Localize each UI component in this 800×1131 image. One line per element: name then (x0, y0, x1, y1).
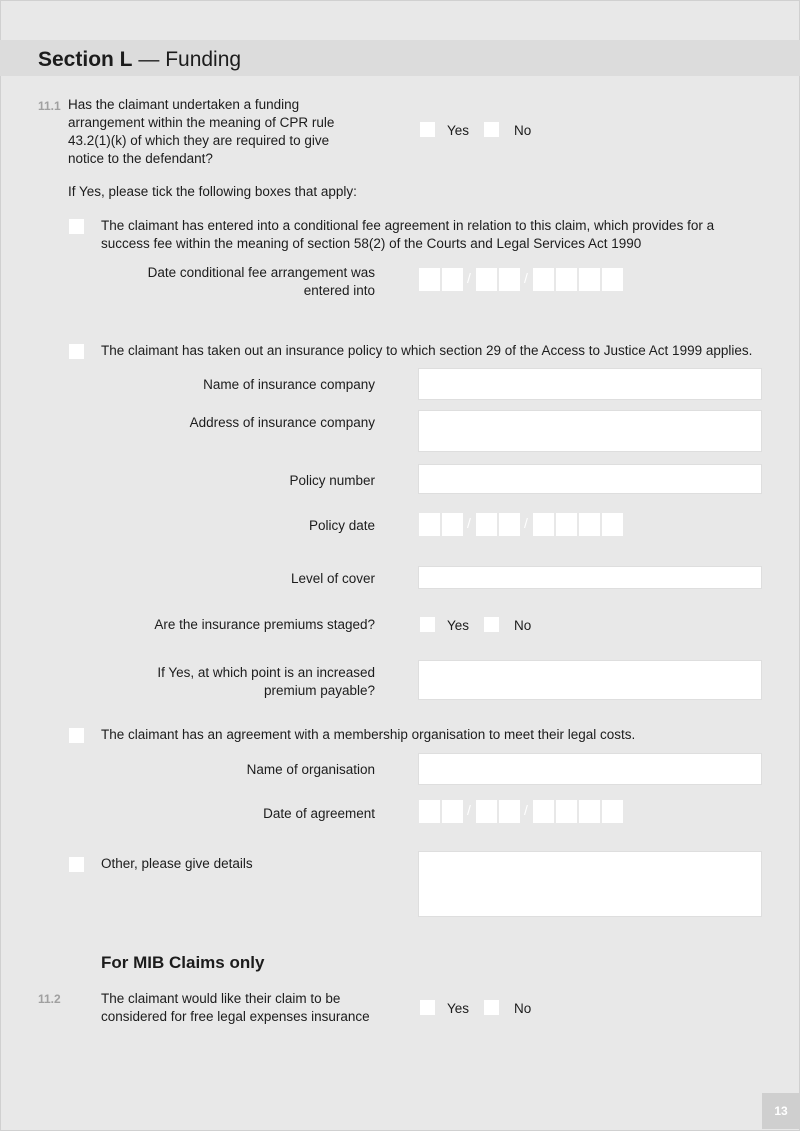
increased-premium-label (75, 664, 375, 700)
increased-premium-label-line: premium payable? (263, 683, 375, 698)
insurance-company-name-label: Name of insurance company (203, 377, 375, 392)
policy-number-label: Policy number (289, 473, 375, 488)
date-separator: / (524, 270, 528, 286)
section-name: Funding (165, 48, 242, 71)
question-number-11-1: 11.1 (38, 99, 61, 113)
date-digit-box[interactable] (579, 268, 600, 291)
question-line: The claimant would like their claim to be (101, 991, 341, 1006)
date-digit-box[interactable] (556, 800, 577, 823)
instruction-text: If Yes, please tick the following boxes that apply: (68, 184, 357, 199)
cfa-text-line: success fee within the meaning of section 58(2) of the Courts and Legal Services Act 1990 (101, 236, 642, 251)
question-line: Has the claimant undertaken a funding (68, 97, 300, 112)
date-digit-box[interactable] (476, 268, 497, 291)
question-line: considered for free legal expenses insurance (101, 1009, 370, 1024)
insurance-checkbox[interactable] (69, 344, 84, 359)
date-digit-box[interactable] (442, 513, 463, 536)
increased-premium-label-line: If Yes, at which point is an increased (157, 665, 375, 680)
date-digit-box[interactable] (476, 800, 497, 823)
level-of-cover-field[interactable] (418, 566, 762, 589)
date-separator: / (524, 515, 528, 531)
level-of-cover-label: Level of cover (290, 571, 375, 586)
question-line: arrangement within the meaning of CPR rule (68, 115, 335, 130)
date-separator: / (467, 515, 471, 531)
premiums-staged-no-label: No (514, 618, 532, 633)
mib-no-label: No (514, 1001, 532, 1016)
question-11-2-text (101, 990, 370, 1026)
premiums-staged-yes-label: Yes (447, 618, 470, 633)
increased-premium-field[interactable] (418, 660, 762, 700)
date-separator: / (467, 802, 471, 818)
date-digit-box[interactable] (602, 800, 623, 823)
premiums-staged-no-checkbox[interactable] (484, 617, 499, 632)
question-number-11-2: 11.2 (38, 992, 61, 1006)
policy-date-label: Policy date (308, 518, 375, 533)
mib-no-checkbox[interactable] (484, 1000, 499, 1015)
date-digit-box[interactable] (556, 513, 577, 536)
other-details-field[interactable] (418, 851, 762, 917)
cfa-text (101, 217, 714, 253)
membership-checkbox[interactable] (69, 728, 84, 743)
mib-heading: For MIB Claims only (101, 953, 265, 972)
date-digit-box[interactable] (579, 800, 600, 823)
q11-1-yes-label: Yes (447, 123, 470, 138)
premiums-staged-label: Are the insurance premiums staged? (154, 617, 375, 632)
date-digit-box[interactable] (442, 800, 463, 823)
date-digit-box[interactable] (499, 800, 520, 823)
date-digit-box[interactable] (499, 513, 520, 536)
policy-number-field[interactable] (418, 464, 762, 494)
date-digit-box[interactable] (579, 513, 600, 536)
mib-yes-checkbox[interactable] (420, 1000, 435, 1015)
section-dash: — (132, 48, 166, 71)
insurance-company-address-label: Address of insurance company (189, 415, 375, 430)
date-digit-box[interactable] (602, 268, 623, 291)
premiums-staged-yes-checkbox[interactable] (420, 617, 435, 632)
date-digit-box[interactable] (476, 513, 497, 536)
date-digit-box[interactable] (419, 513, 440, 536)
page-number: 13 (762, 1093, 800, 1129)
date-digit-box[interactable] (419, 800, 440, 823)
insurance-text: The claimant has taken out an insurance policy to which section 29 of the Access to Justice Act 1999 applies. (101, 343, 753, 358)
other-checkbox[interactable] (69, 857, 84, 872)
membership-text: The claimant has an agreement with a membership organisation to meet their legal costs. (101, 727, 636, 742)
question-11-1-text (68, 96, 334, 168)
organisation-name-field[interactable] (418, 753, 762, 785)
date-digit-box[interactable] (419, 268, 440, 291)
cfa-checkbox[interactable] (69, 219, 84, 234)
date-digit-box[interactable] (533, 800, 554, 823)
date-digit-box[interactable] (533, 268, 554, 291)
date-digit-box[interactable] (499, 268, 520, 291)
insurance-company-name-field[interactable] (418, 368, 762, 400)
section-title (38, 48, 241, 72)
agreement-date-label: Date of agreement (263, 806, 375, 821)
mib-yes-label: Yes (447, 1001, 470, 1016)
q11-1-no-label: No (514, 123, 532, 138)
date-digit-box[interactable] (533, 513, 554, 536)
date-separator: / (524, 802, 528, 818)
date-digit-box[interactable] (602, 513, 623, 536)
cfa-date-label-line: entered into (303, 283, 375, 298)
question-line: 43.2(1)(k) of which they are required to give (68, 133, 330, 148)
insurance-company-address-field[interactable] (418, 410, 762, 452)
question-line: notice to the defendant? (68, 151, 213, 166)
cfa-date-label-line: Date conditional fee arrangement was (147, 265, 375, 280)
q11-1-yes-checkbox[interactable] (420, 122, 435, 137)
q11-1-no-checkbox[interactable] (484, 122, 499, 137)
other-text: Other, please give details (101, 856, 253, 871)
section-label: Section L (38, 48, 133, 71)
cfa-text-line: The claimant has entered into a conditional fee agreement in relation to this claim, which provides for a (101, 218, 715, 233)
organisation-name-label: Name of organisation (246, 762, 375, 777)
date-digit-box[interactable] (556, 268, 577, 291)
cfa-date-label (75, 264, 375, 300)
date-digit-box[interactable] (442, 268, 463, 291)
date-separator: / (467, 270, 471, 286)
